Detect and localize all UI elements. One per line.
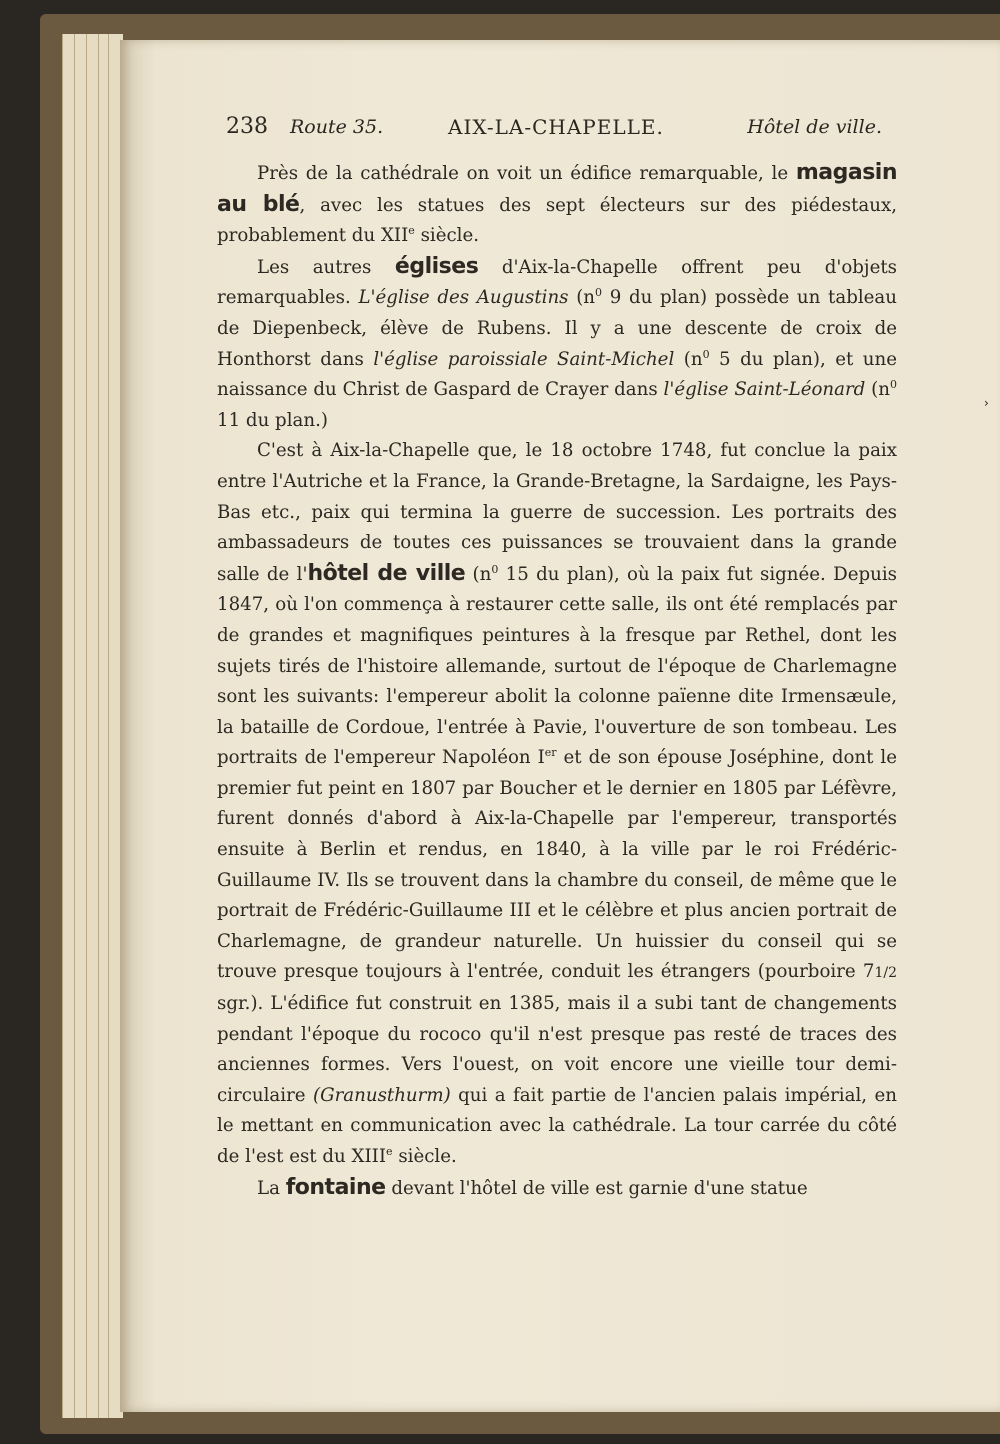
- paragraph-hotel-de-ville: C'est à Aix-la-Chapelle que, le 18 octobre 1748, fut conclue la paix entre l'Autriche et la France, la Grande-Bretagne, la Sardaigne, les Pays-Bas etc., paix qui termina la guerre de succession. Les portraits des ambassadeurs de toutes ces puissances se trouvaient dans la grande salle de l'hôtel de ville ($n^0$ 15 du plan), où la paix fut signée. Depuis 1847, où l'on commença à restaurer cette salle, ils ont été remplacés par de grandes et magnifiques peintures à la fresque par Rethel, dont les sujets tirés de l'histoire allemande, surtout de l'époque de Charlemagne sont les suivants: l'empereur abolit la colonne païenne dite Irmensæule, la bataille de Cordoue, l'entrée à Pavie, l'ouverture de son tombeau. Les portraits de l'empereur Napoléon Ier et de son épouse Joséphine, dont le premier fut peint en 1807 par Boucher et le dernier en 1805 par Léfèvre, furent donnés d'abord à Aix-la-Chapelle par l'empereur, transportés ensuite à Berlin et rendus, en 1840, à la ville par le roi Frédéric-Guillaume IV. Ils se trouvent dans la chambre du conseil, de même que le portrait de Frédéric-Guillaume III et le célèbre et plus ancien portrait de Charlemagne, de grandeur naturelle. Un huissier du conseil qui se trouve presque toujours à l'entrée, conduit les étrangers (pourboire 71/2 sgr.). L'édifice fut construit en 1385, mais il a subi tant de changements pendant l'époque du rococo qu'il n'est presque pas resté de traces des anciennes formes. Vers l'ouest, on voit encore une vieille tour demi-circulaire (Granusthurm) qui a fait partie de l'ancien palais impérial, en le mettant en communication avec la cathédrale. La tour carrée du côté de l'est est du XIIIe siècle.: [217, 440, 898, 1167]
- page-body: [217, 158, 897, 1204]
- paragraph-fontaine: La fontaine devant l'hôtel de ville est garnie d'une statue: [257, 1174, 808, 1200]
- keyword-eglises: églises: [394, 253, 479, 279]
- route-label: Route 35.: [290, 116, 384, 138]
- section-title: Hôtel de ville.: [747, 116, 882, 138]
- margin-mark: ›: [984, 396, 989, 410]
- keyword-hotel-de-ville: hôtel de ville: [307, 560, 466, 586]
- city-title: AIX-LA-CHAPELLE.: [448, 115, 664, 139]
- keyword-magasin-au-ble: magasin au blé: [217, 160, 897, 217]
- paragraph-eglises: Les autres églises d'Aix-la-Chapelle offrent peu d'objets remarquables. L'église des Augustins ($n^0$ 9 du plan) possède un tableau de Diepenbeck, élève de Rubens. Il y a une descente de croix de Honthorst dans l'église paroissiale Saint-Michel ($n^0$ 5 du plan), et une naissance du Christ de Gaspard de Crayer dans l'église Saint-Léonard ($n^0$ 11 du plan.): [217, 253, 897, 431]
- keyword-fontaine: fontaine: [285, 1174, 386, 1200]
- paragraph-magasin: Près de la cathédrale on voit un édifice remarquable, le magasin au blé, avec les statues des sept électeurs sur des piédestaux, probablement du XIIe siècle.: [217, 160, 897, 247]
- running-header: [226, 112, 882, 144]
- page-number: 238: [226, 114, 268, 139]
